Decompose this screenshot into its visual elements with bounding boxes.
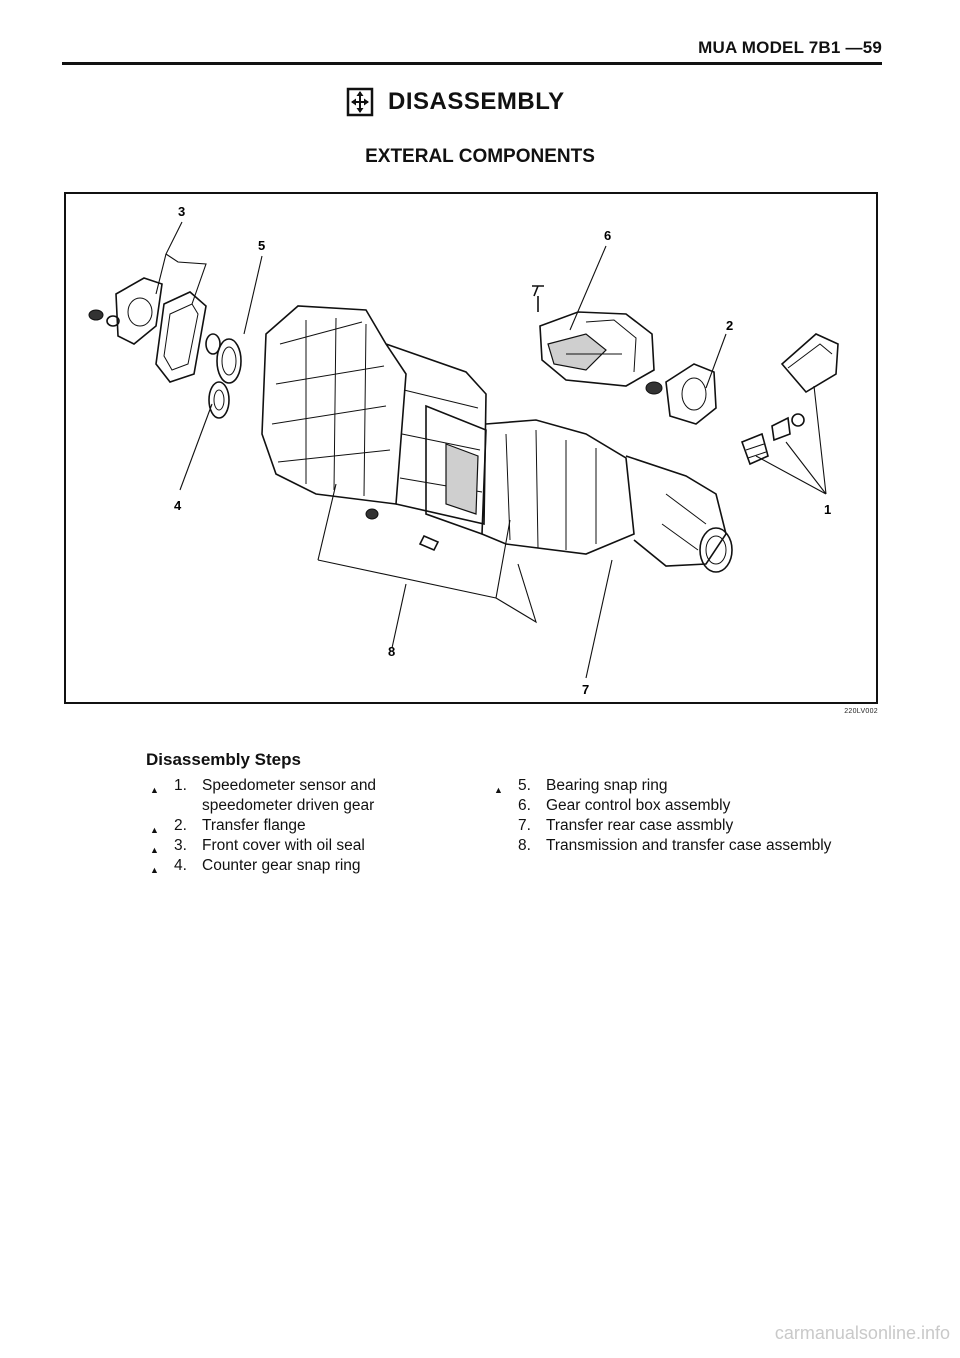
section-title: DISASSEMBLY bbox=[388, 88, 565, 115]
disassembly-arrows-icon bbox=[346, 86, 374, 118]
steps-list-right bbox=[494, 776, 844, 856]
step-number: 5. bbox=[518, 777, 531, 794]
triangle-mark-icon: ▲ bbox=[150, 865, 159, 875]
step-text: Transfer rear case assmbly bbox=[546, 817, 734, 834]
callout-1: 1 bbox=[824, 502, 832, 517]
speedometer-sensor-group bbox=[742, 334, 838, 464]
callout-7: 7 bbox=[582, 682, 590, 697]
step-number: 2. bbox=[174, 817, 187, 834]
step-text: Gear control box assembly bbox=[546, 797, 731, 814]
step-text: Speedometer sensor and speedometer driven gear bbox=[202, 777, 377, 814]
step-number: 7. bbox=[518, 817, 531, 834]
step-number: 6. bbox=[518, 797, 531, 814]
step-number: 4. bbox=[174, 857, 187, 874]
step-item bbox=[150, 816, 470, 836]
step-item bbox=[494, 776, 844, 796]
step-text: Counter gear snap ring bbox=[202, 857, 361, 874]
exploded-view-figure bbox=[64, 192, 878, 704]
page-header-title: MUA MODEL 7B1 —59 bbox=[698, 38, 882, 57]
transmission-exploded-illustration bbox=[66, 194, 878, 704]
front-cover-group bbox=[89, 278, 241, 418]
step-text: Front cover with oil seal bbox=[202, 837, 365, 854]
step-text: Transfer flange bbox=[202, 817, 306, 834]
callout-3: 3 bbox=[178, 204, 186, 219]
step-item bbox=[494, 816, 844, 836]
step-item bbox=[150, 836, 470, 856]
step-number: 3. bbox=[174, 837, 187, 854]
callout-8: 8 bbox=[388, 644, 396, 659]
watermark: carmanualsonline.info bbox=[774, 1323, 950, 1343]
triangle-mark-icon: ▲ bbox=[494, 785, 503, 795]
triangle-mark-icon: ▲ bbox=[150, 785, 159, 795]
triangle-mark-icon: ▲ bbox=[150, 845, 159, 855]
callout-2: 2 bbox=[726, 318, 734, 333]
transmission-case-body bbox=[262, 306, 732, 572]
triangle-mark-icon: ▲ bbox=[150, 825, 159, 835]
callout-4: 4 bbox=[174, 498, 182, 513]
steps-heading: Disassembly Steps bbox=[146, 750, 301, 769]
step-number: 8. bbox=[518, 837, 531, 854]
step-item bbox=[494, 836, 844, 856]
step-number: 1. bbox=[174, 777, 187, 794]
step-item bbox=[150, 856, 470, 876]
gear-control-box bbox=[532, 286, 716, 424]
callout-5: 5 bbox=[258, 238, 266, 253]
leader-lines bbox=[156, 222, 826, 678]
callout-6: 6 bbox=[604, 228, 612, 243]
steps-list-left bbox=[150, 776, 470, 876]
header-rule bbox=[62, 62, 882, 65]
step-text: Transmission and transfer case assembly bbox=[546, 837, 832, 854]
section-subtitle: EXTERAL COMPONENTS bbox=[365, 146, 595, 167]
step-text: Bearing snap ring bbox=[546, 777, 668, 794]
figure-code: 220LV002 bbox=[844, 708, 878, 715]
step-item bbox=[494, 796, 844, 816]
step-item bbox=[150, 776, 470, 816]
